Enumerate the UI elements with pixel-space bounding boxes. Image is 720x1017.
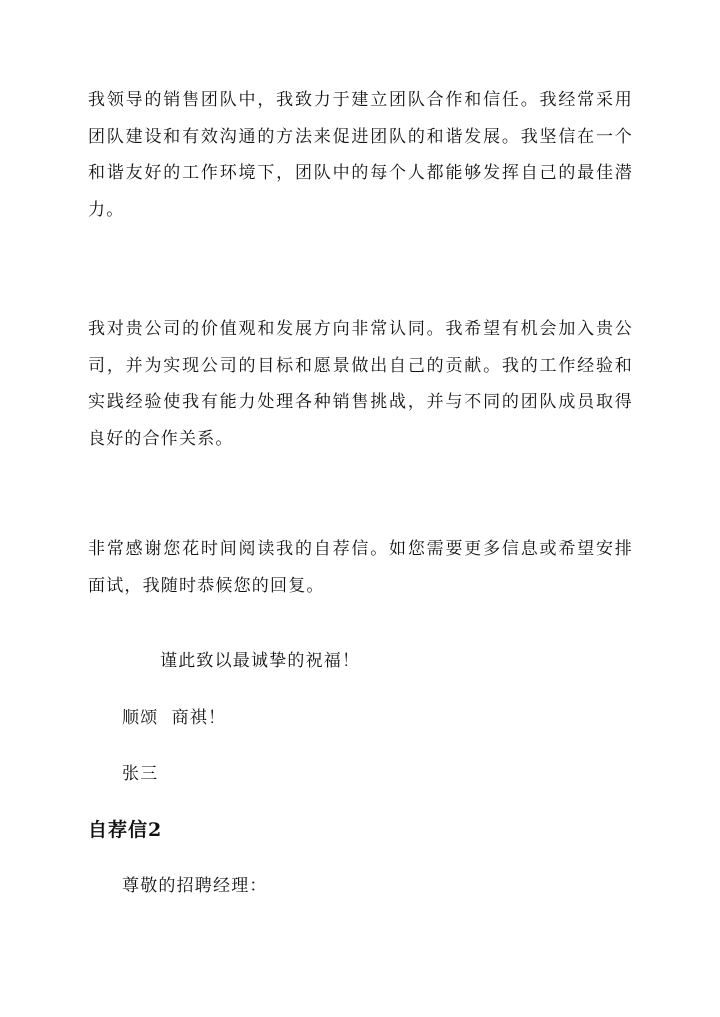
body-paragraph-company: 我对贵公司的价值观和发展方向非常认同。我希望有机会加入贵公司，并为实现公司的目标和愿景做出自己的贡献。我的工作经验和实践经验使我有能力处理各种销售挑战，并与不同的团队成员取得良好的合作关系。 — [88, 319, 633, 449]
closing-regards: 顺颂 商祺！ — [122, 708, 227, 728]
body-paragraph-team: 我领导的销售团队中，我致力于建立团队合作和信任。我经常采用团队建设和有效沟通的方法来促进团队的和谐发展。我坚信在一个和谐友好的工作环境下，团队中的每个人都能够发挥自己的最佳潜力。 — [88, 90, 633, 220]
signature: 张三 — [122, 764, 159, 784]
closing-wishes: 谨此致以最诚挚的祝福！ — [160, 651, 361, 671]
body-paragraph-thanks: 非常感谢您花时间阅读我的自荐信。如您需要更多信息或希望安排面试，我随时恭候您的回复。 — [88, 539, 633, 596]
salutation: 尊敬的招聘经理： — [122, 876, 268, 896]
section-heading: 自荐信2 — [88, 819, 163, 841]
